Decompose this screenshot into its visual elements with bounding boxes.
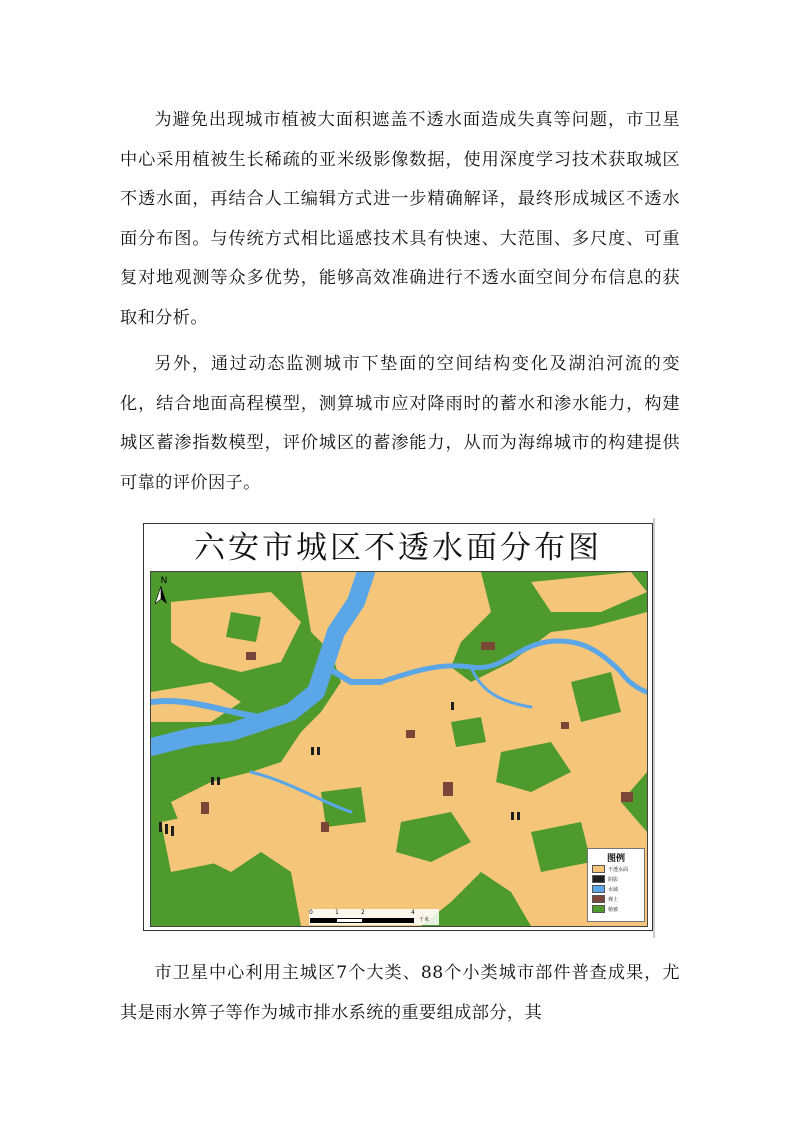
legend-item — [592, 864, 644, 874]
figure-shadow — [653, 518, 655, 938]
scale-segment — [362, 918, 414, 923]
legend-label: 不透水面 — [608, 866, 629, 873]
scale-tick: 0 — [309, 909, 313, 916]
scale-unit: 千米 — [419, 917, 430, 923]
impervious-surface-map — [150, 571, 648, 927]
scale-tick: 2 — [361, 909, 365, 916]
scale-segment — [336, 918, 363, 923]
legend-swatch-vegetation — [592, 905, 605, 913]
legend-swatch-shadow — [592, 875, 605, 883]
map-legend — [587, 848, 645, 922]
paragraph-2: 另外，通过动态监测城市下垫面的空间结构变化及湖泊河流的变化，结合地面高程模型，测算城市应对降雨时的蓄水和渗水能力，构建城区蓄渗指数模型，评价城区的蓄渗能力，从而为海绵城市的构建提供可靠的评价因子。 — [120, 354, 680, 493]
legend-label: 植被 — [608, 906, 619, 913]
legend-item — [592, 874, 644, 884]
paragraph-1: 为避免出现城市植被大面积遮盖不透水面造成失真等问题，市卫星中心采用植被生长稀疏的亚米级影像数据，使用深度学习技术获取城区不透水面，再结合人工编辑方式进一步精确解译，最终形成城区不透水面分布图。与传统方式相比遥感技术具有快速、大范围、多尺度、可重复对地观测等众多优势，能够高效准确进行不透水面空间分布信息的获取和分析。 — [120, 110, 680, 328]
legend-label: 阴影 — [608, 876, 619, 883]
scale-tick: 4 — [411, 909, 415, 916]
north-arrow — [155, 576, 173, 606]
scale-tick: 1 — [335, 909, 339, 916]
scale-bar — [309, 909, 439, 923]
map-figure — [143, 523, 653, 931]
legend-title: 图例 — [606, 854, 625, 864]
north-arrow-icon — [155, 586, 167, 604]
north-label: N — [160, 576, 168, 586]
legend-item — [592, 884, 644, 894]
paragraph-3: 市卫星中心利用主城区7个大类、88个小类城市部件普查成果，尤其是雨水箅子等作为城市排水系统的重要组成部分，其 — [120, 963, 680, 1023]
legend-swatch-water — [592, 885, 605, 893]
legend-item — [592, 894, 644, 904]
legend-swatch-bare-soil — [592, 895, 605, 903]
scale-segment — [310, 918, 337, 923]
legend-item — [592, 904, 644, 914]
legend-label: 裸土 — [608, 896, 619, 903]
map-title: 六安市城区不透水面分布图 — [194, 530, 602, 566]
legend-swatch-impervious — [592, 865, 605, 873]
map-image — [151, 572, 647, 926]
legend-label: 水域 — [608, 886, 619, 893]
